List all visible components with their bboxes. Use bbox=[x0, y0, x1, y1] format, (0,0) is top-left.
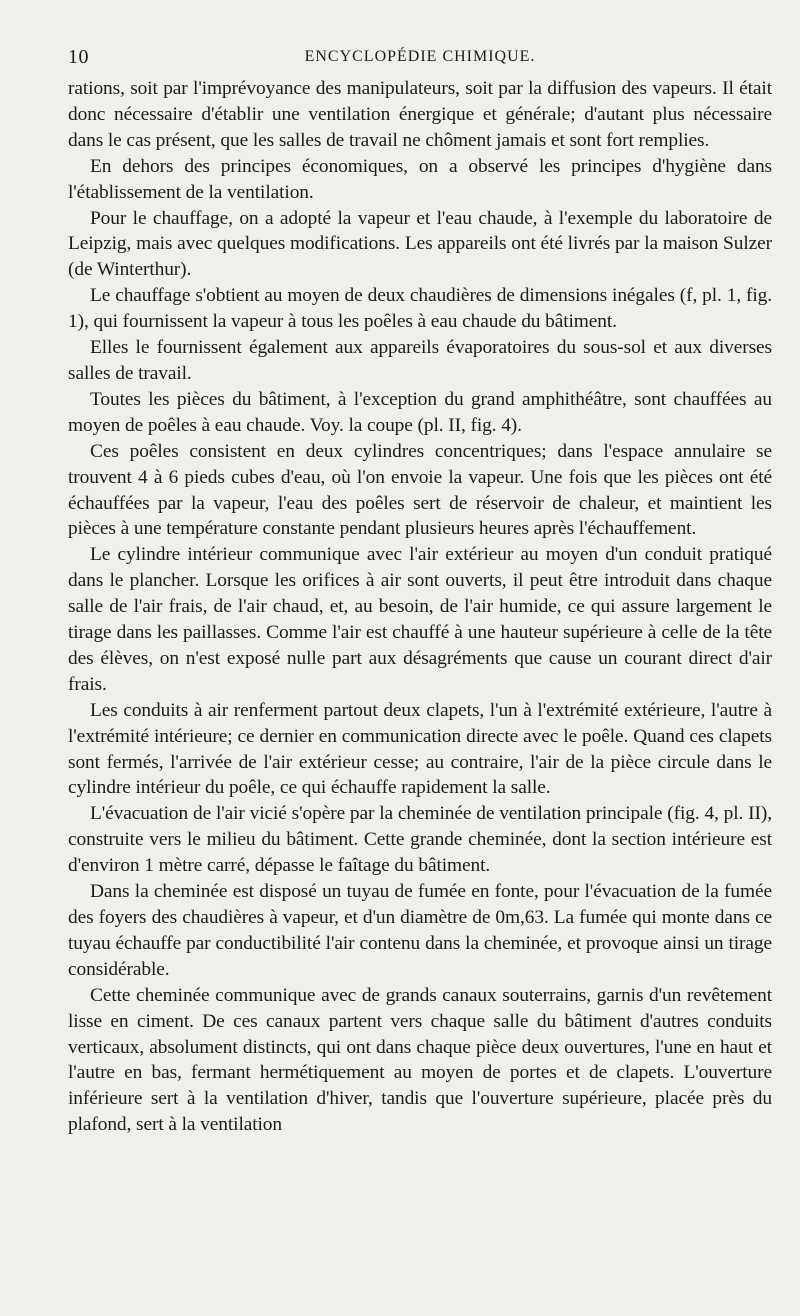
paragraph: Pour le chauffage, on a adopté la vapeur et l'eau chaude, à l'exemple du laboratoire de Leipzig, mais avec quelques modifications. Les appareils ont été livrés par la maison Sulzer (de Winterthur). bbox=[68, 207, 772, 281]
paragraph: Le cylindre intérieur communique avec l'air extérieur au moyen d'un conduit pratiqué dans le plancher. Lorsque les orifices à air sont ouverts, il peut être introduit dans chaque salle de l'air frais, de l'air chaud, et, au besoin, de l'air humide, ce qui assure largement le tirage dans les paillasses. Comme l'air est chauffé à une hauteur supérieure à celle de la tête des élèves, on n'est exposé nulle part aux désagréments que cause un courant direct d'air frais. bbox=[68, 544, 772, 695]
paragraph: Les conduits à air renferment partout deux clapets, l'un à l'extrémité extérieure, l'autre à l'extrémité intérieure; ce dernier en communication directe avec le poêle. Quand ces clapets sont fermés, l'arrivée de l'air extérieur cesse; au contraire, l'air de la pièce circule dans le cylindre intérieur du poêle, ce qui échauffe rapidement la salle. bbox=[68, 699, 772, 799]
paragraph: Elles le fournissent également aux appareils évaporatoires du sous-sol et aux diverses salles de travail. bbox=[68, 337, 772, 384]
paragraph: L'évacuation de l'air vicié s'opère par la cheminée de ventilation principale (fig. 4, pl. II), construite vers le milieu du bâtiment. Cette grande cheminée, dont la section intérieure est d'environ 1 mètre carré, dépasse le faîtage du bâtiment. bbox=[68, 803, 772, 877]
paragraph: Cette cheminée communique avec de grands canaux souterrains, garnis d'un revêtement lisse en ciment. De ces canaux partent vers chaque salle du bâtiment d'autres conduits verticaux, absolument distincts, qui ont dans chaque pièce deux ouvertures, l'une en haut et l'autre en bas, fermant hermétiquement au moyen de portes et de clapets. L'ouverture inférieure sert à la ventilation d'hiver, tandis que l'ouverture supérieure, placée près du plafond, sert à la ventilation bbox=[68, 984, 772, 1136]
running-title: ENCYCLOPÉDIE CHIMIQUE. bbox=[304, 48, 536, 65]
paragraph: Dans la cheminée est disposé un tuyau de fumée en fonte, pour l'évacuation de la fumée des foyers des chaudières à vapeur, et d'un diamètre de 0m,63. La fumée qui monte dans ce tuyau échauffe par conductibilité l'air contenu dans la cheminée, et provoque ainsi un tirage considérable. bbox=[68, 881, 772, 980]
paragraph: rations, soit par l'imprévoyance des manipulateurs, soit par la diffusion des vapeurs. Il était donc nécessaire d'établir une ventilation énergique et générale; d'autant plus nécessaire dans le cas présent, que les salles de travail ne chôment jamais et sont fort remplies. bbox=[68, 78, 772, 151]
paragraph: Le chauffage s'obtient au moyen de deux chaudières de dimensions inégales (f, pl. 1, fig. 1), qui fournissent la vapeur à tous les poêles à eau chaude du bâtiment. bbox=[68, 285, 772, 333]
paragraph: Toutes les pièces du bâtiment, à l'exception du grand amphithéâtre, sont chauffées au moyen de poêles à eau chaude. Voy. la coupe (pl. II, fig. 4). bbox=[68, 388, 772, 436]
page-header bbox=[68, 46, 772, 74]
page-number: 10 bbox=[68, 46, 89, 68]
body-text bbox=[68, 76, 772, 1138]
paragraph: En dehors des principes économiques, on a observé les principes d'hygiène dans l'établissement de la ventilation. bbox=[68, 155, 772, 203]
paragraph: Ces poêles consistent en deux cylindres concentriques; dans l'espace annulaire se trouvent 4 à 6 pieds cubes d'eau, où l'on envoie la vapeur. Une fois que les pièces ont été échauffées par la vapeur, l'eau des poêles sert de réservoir de chaleur, et maintient les pièces à une température constante pendant plusieurs heures après l'échauffement. bbox=[68, 440, 772, 540]
